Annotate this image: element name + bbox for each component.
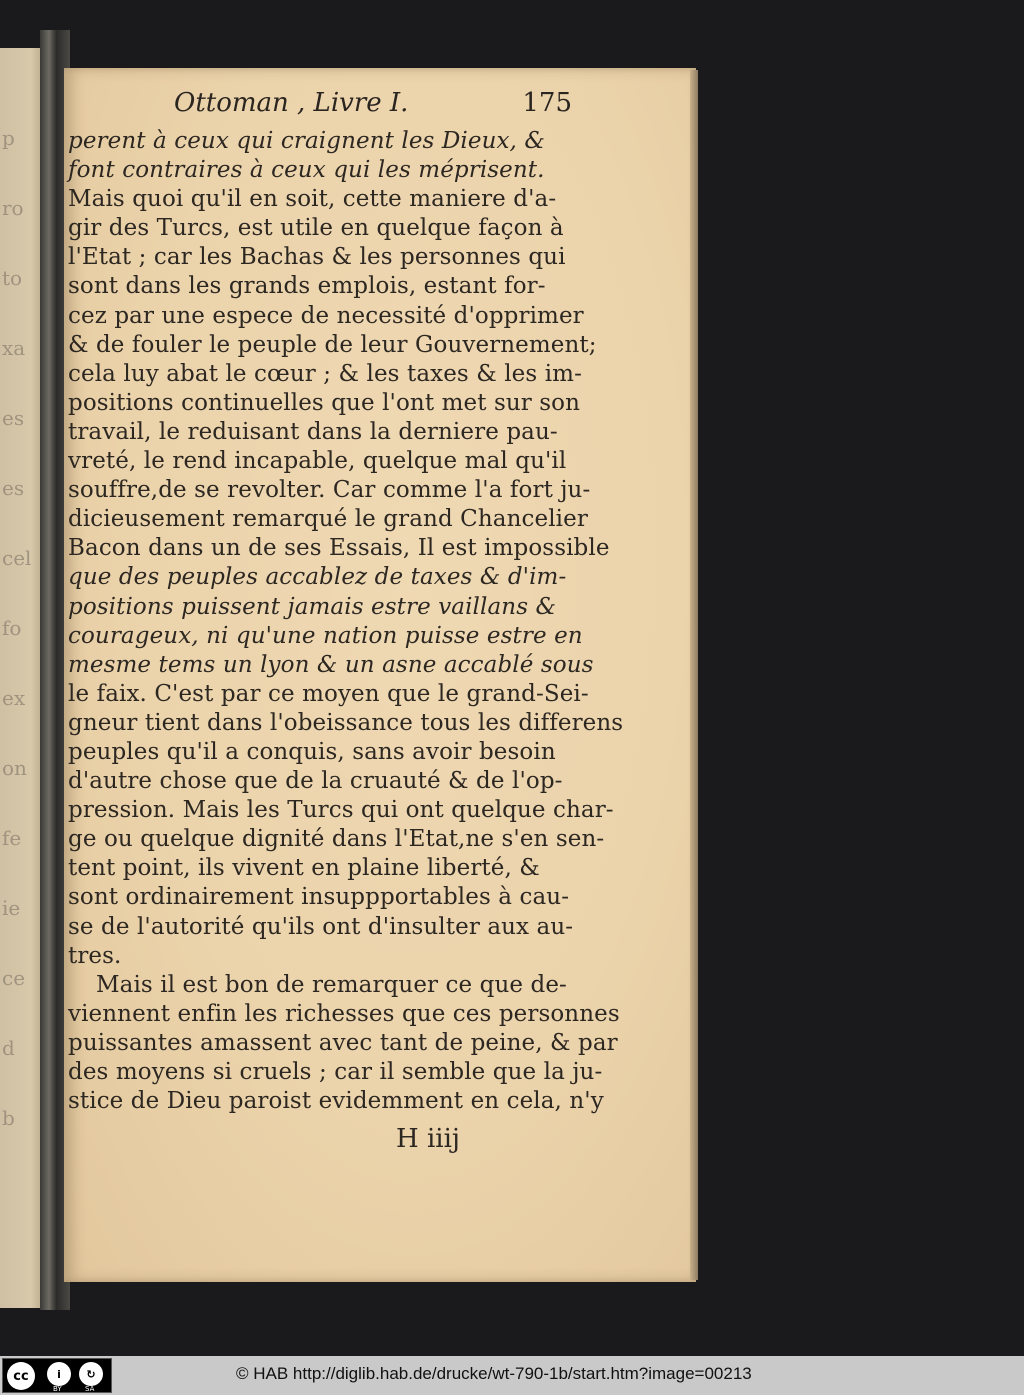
cc-icon: cc	[7, 1362, 35, 1390]
text-line: & de fouler le peuple de leur Gouvernement;	[68, 331, 597, 358]
text-line: vreté, le rend incapable, quelque mal qu'il	[68, 448, 567, 475]
text-line: courageux, ni qu'une nation puisse estre en	[68, 622, 583, 649]
running-head	[110, 88, 580, 126]
previous-page-fragment: xa	[2, 336, 26, 360]
footer-bar	[0, 1356, 1024, 1395]
sa-label: SA	[85, 1385, 95, 1393]
share-alike-icon: ↻	[79, 1362, 103, 1386]
text-line: positions continuelles que l'ont met sur son	[68, 389, 581, 416]
previous-page-fragment: es	[2, 406, 25, 430]
previous-page-fragment: ex	[2, 686, 26, 710]
text-line: que des peuples accablez de taxes & d'im-	[68, 564, 567, 591]
by-label: BY	[53, 1385, 62, 1393]
text-line: le faix. C'est par ce moyen que le grand-Sei-	[68, 680, 589, 707]
text-line: ge ou quelque dignité dans l'Etat,ne s'en sen-	[68, 826, 605, 853]
previous-page-fragment: p	[2, 126, 15, 150]
previous-page-fragment: on	[2, 756, 27, 780]
text-line: viennent enfin les richesses que ces personnes	[68, 1000, 620, 1027]
previous-page-fragment: ce	[2, 966, 26, 990]
previous-page-fragment: b	[2, 1106, 15, 1130]
text-line: puissantes amassent avec tant de peine, & par	[68, 1029, 618, 1056]
text-line: pression. Mais les Turcs qui ont quelque char-	[68, 797, 614, 824]
text-line: gir des Turcs, est utile en quelque façon à	[68, 215, 564, 242]
cc-license-badge[interactable]	[2, 1358, 112, 1393]
previous-page-fragment: to	[2, 266, 23, 290]
previous-page-edge	[0, 48, 44, 1308]
page-number: 175	[522, 88, 572, 118]
text-line: travail, le reduisant dans la derniere pau-	[68, 418, 558, 445]
attribution-icon: i	[47, 1362, 71, 1386]
text-line: stice de Dieu paroist evidemment en cela, n'y	[68, 1088, 604, 1115]
signature-mark: H iiij	[396, 1124, 460, 1154]
previous-page-fragment: ro	[2, 196, 24, 220]
text-line: d'autre chose que de la cruauté & de l'op-	[68, 768, 563, 795]
running-title: Ottoman , Livre I.	[174, 88, 409, 118]
previous-page-fragment: es	[2, 476, 25, 500]
page-edge	[690, 70, 698, 1280]
copyright-link[interactable]: © HAB http://diglib.hab.de/drucke/wt-790-1b/start.htm?image=00213	[236, 1364, 752, 1383]
text-line: tres.	[68, 942, 122, 969]
text-line: tent point, ils vivent en plaine liberté, &	[68, 855, 540, 882]
text-line: sont ordinairement insuppportables à cau-	[68, 884, 570, 911]
text-line: mesme tems un lyon & un asne accablé sous	[68, 651, 594, 678]
body-text	[68, 127, 624, 1116]
text-line: des moyens si cruels ; car il semble que la ju-	[68, 1059, 603, 1085]
text-line: Mais quoi qu'il en soit, cette maniere d'a-	[68, 186, 557, 213]
text-line: cez par une espece de necessité d'opprimer	[68, 302, 584, 329]
text-line: peuples qu'il a conquis, sans avoir besoin	[68, 738, 556, 765]
previous-page-fragment: fe	[2, 826, 22, 850]
text-line: Mais il est bon de remarquer ce que de-	[96, 971, 567, 998]
text-line: positions puissent jamais estre vaillans &	[68, 593, 557, 620]
text-line: Bacon dans un de ses Essais, Il est impossible	[68, 535, 610, 562]
previous-page-fragment: ie	[2, 896, 21, 920]
text-line: cela luy abat le cœur ; & les taxes & les im-	[68, 360, 582, 387]
text-line: se de l'autorité qu'ils ont d'insulter aux au-	[68, 913, 574, 940]
text-line: perent à ceux qui craignent les Dieux, &	[68, 128, 545, 154]
text-line: gneur tient dans l'obeissance tous les differens	[68, 709, 624, 736]
text-line: souffre,de se revolter. Car comme l'a fort ju-	[68, 477, 591, 504]
previous-page-fragment: d	[2, 1036, 15, 1060]
previous-page-fragment: cel	[2, 546, 32, 570]
previous-page-fragment: fo	[2, 616, 22, 640]
text-line: l'Etat ; car les Bachas & les personnes qui	[68, 244, 566, 271]
text-line: font contraires à ceux qui les méprisent.	[68, 157, 545, 184]
text-line: sont dans les grands emplois, estant for-	[68, 273, 546, 300]
text-line: dicieusement remarqué le grand Chancelier	[68, 506, 588, 533]
